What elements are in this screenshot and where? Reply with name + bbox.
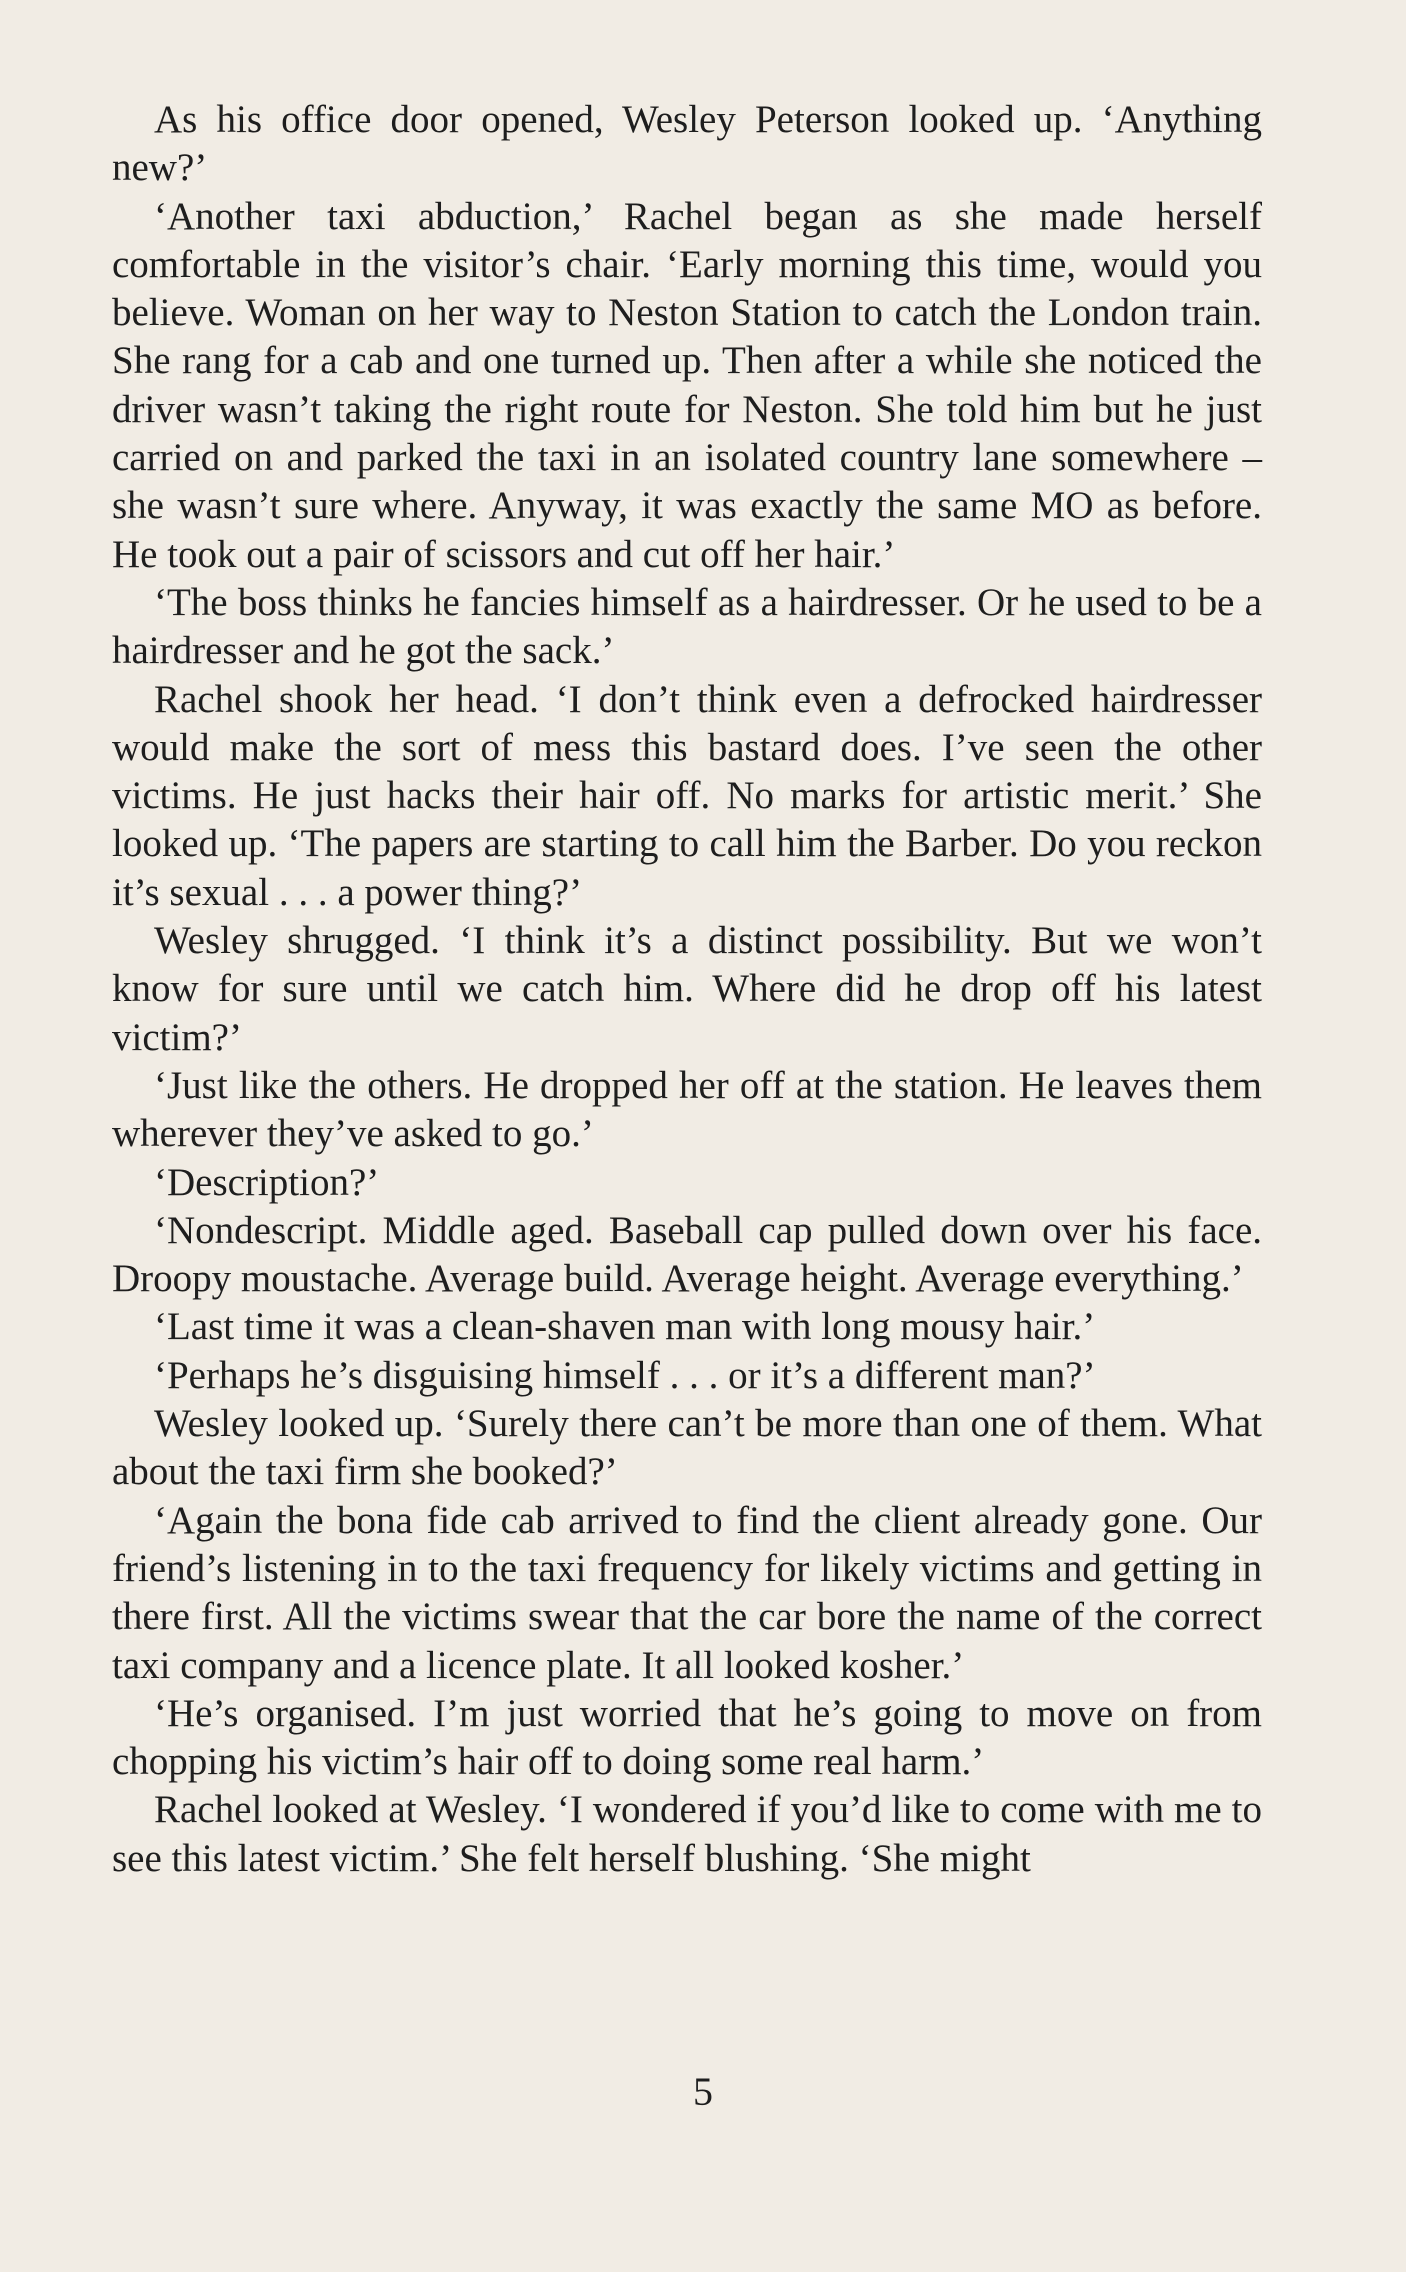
paragraph: As his office door opened, Wesley Peterson looked up. ‘Anything new?’ <box>112 98 1262 190</box>
paragraph: ‘The boss thinks he fancies himself as a hairdresser. Or he used to be a hairdresser and he got the sack.’ <box>112 580 1262 673</box>
paragraph: ‘Perhaps he’s disguising himself . . . or it’s a different man?’ <box>154 1353 1096 1397</box>
paragraph: ‘Last time it was a clean-shaven man with long mousy hair.’ <box>154 1305 1096 1349</box>
paragraph: ‘Just like the others. He dropped her off at the station. He leaves them wherever they’ve asked to go.’ <box>112 1063 1262 1156</box>
paragraph: ‘Again the bona fide cab arrived to find the client already gone. Our friend’s listening in to the taxi frequency for likely victims and getting in there first. All the victims swear that the car bore the name of the correct taxi company and a licence plate. It all looked kosher.’ <box>112 1498 1262 1687</box>
body-text <box>112 96 1262 1883</box>
paragraph: ‘He’s organised. I’m just worried that he’s going to move on from chopping his victim’s hair off to doing some real harm.’ <box>112 1691 1262 1784</box>
paragraph: Wesley looked up. ‘Surely there can’t be more than one of them. What about the taxi firm she booked?’ <box>112 1402 1262 1494</box>
page-number: 5 <box>693 2069 713 2114</box>
paragraph: Rachel looked at Wesley. ‘I wondered if you’d like to come with me to see this latest victim.’ She felt herself blushing. ‘She might <box>112 1788 1262 1880</box>
paragraph: Rachel shook her head. ‘I don’t think even a defrocked hairdresser would make the sort of mess this bastard does. I’ve seen the other victims. He just hacks their hair off. No marks for artistic merit.’ She looked up. ‘The papers are starting to call him the Barber. Do you reckon it’s sexual . . . a power thing?’ <box>112 677 1262 914</box>
paragraph: Wesley shrugged. ‘I think it’s a distinct possibility. But we won’t know for sure until we catch him. Where did he drop off his latest victim?’ <box>112 919 1262 1059</box>
paragraph: ‘Another taxi abduction,’ Rachel began as she made herself comfortable in the visitor’s chair. ‘Early morning this time, would you believe. Woman on her way to Neston Station to catch the London train. She rang for a cab and one turned up. Then after a while she noticed the driver wasn’t taking the right route for Neston. She told him but he just carried on and parked the taxi in an isolated country lane somewhere – she wasn’t sure where. Anyway, it was exactly the same MO as before. He took out a pair of scissors and cut off her hair.’ <box>112 194 1262 576</box>
paragraph: ‘Description?’ <box>154 1160 380 1204</box>
paragraph: ‘Nondescript. Middle aged. Baseball cap pulled down over his face. Droopy moustache. Average build. Average height. Average everything.’ <box>112 1208 1262 1301</box>
